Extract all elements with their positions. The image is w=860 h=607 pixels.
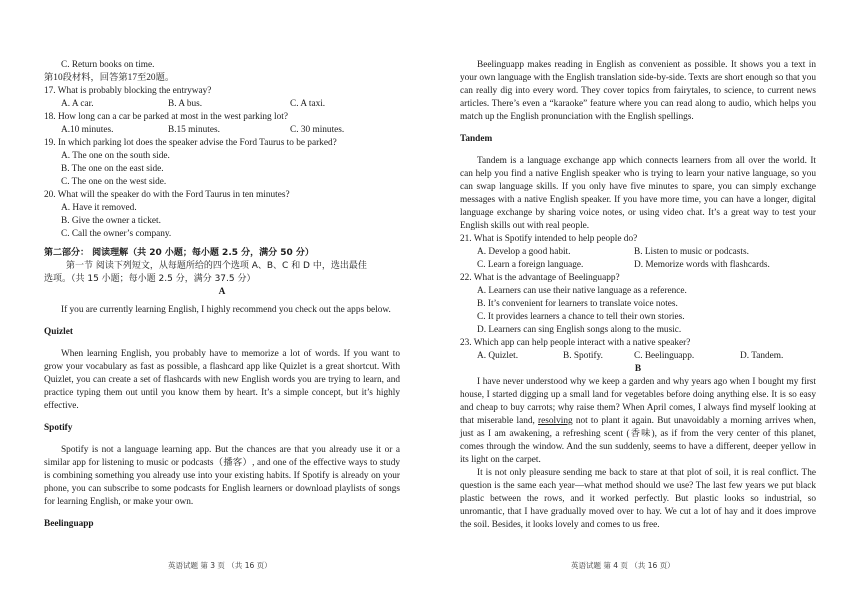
q23-options — [460, 350, 816, 363]
q21-options-row1 — [460, 246, 816, 259]
q18-option-b: B.15 minutes. — [168, 125, 220, 135]
q20-option-b: B. Give the owner a ticket. — [61, 216, 161, 226]
passage-b-paragraph-2: It is not only pleasure sending me back to stare at that plot of soil, it is real conflict. The question is the same each year—what method should we use? The last few years we put black plastic between the rows, and it worked perfectly. But plastic looks so industrial, so unromantic, that I have gradually moved over to hay. We cut a lot of hay and it does improve the soil. Besides, it looks lovely and comes to us free. — [460, 468, 816, 530]
q16-option-c: C. Return books on time. — [61, 60, 155, 70]
right-column — [460, 59, 816, 532]
q19-option-c: C. The one on the west side. — [61, 177, 167, 187]
q19-option-a: A. The one on the south side. — [61, 151, 170, 161]
q21-option-b: B. Listen to music or podcasts. — [634, 247, 749, 257]
material-10-instruction: 第10段材料，回答第17至20题。 — [44, 73, 175, 83]
passage-a-intro: If you are currently learning English, I highly recommend you check out the apps below. — [61, 305, 391, 315]
q21-option-c: C. Learn a foreign language. — [477, 260, 584, 270]
page-footer-left: 英语试题 第 3 页 （共 16 页） — [168, 561, 272, 570]
part2-heading: 第二部分： 阅读理解（共 20 小题；每小题 2.5 分，满分 50 分） — [44, 248, 314, 258]
q17-option-b: B. A bus. — [168, 99, 203, 109]
q22-option-b: B. It’s convenient for learners to translate voice notes. — [477, 299, 678, 309]
underlined-word-resolving: resolving — [538, 416, 573, 426]
left-column — [44, 59, 400, 540]
tandem-heading: Tandem — [460, 134, 493, 144]
q23-option-d: D. Tandem. — [740, 351, 784, 361]
q23-option-a: A. Quizlet. — [477, 351, 519, 361]
q18-option-a: A.10 minutes. — [61, 125, 114, 135]
spotify-paragraph: Spotify is not a language learning app. But the chances are that you already use it or a similar app for listening to music or podcasts（播客）, and one of the effective ways to study is combining something you already use into your existing habits. If Spotify is already on your phone, you can subscribe to some podcasts for English learners or download playlists of songs for learning English, or make your own. — [44, 445, 400, 507]
tandem-paragraph: Tandem is a language exchange app which connects learners from all over the world. It can help you find a native English speaker who is trying to learn your native language, so you can swap language skills. If you only have five minutes to spare, you can simply exchange messages with a native English speaker. If you have more time, you can have a longer, digital language exchange by sharing voice notes, or using video chat. It’s a great way to test your English skills out with real people. — [460, 156, 816, 231]
beelinguapp-paragraph: Beelinguapp makes reading in English as convenient as possible. It shows you a text in your own language with the English translation side-by-side. Texts are short enough so that you can really dig into every word. They cover topics from fairytales, to science, to current news articles. There’s even a “karaoke” feature where you can read along to audio, which helps you match up the English pronunciation with the English spellings. — [460, 60, 816, 122]
q21-option-d: D. Memorize words with flashcards. — [634, 260, 770, 270]
q18-options — [44, 124, 400, 137]
q21-option-a: A. Develop a good habit. — [477, 247, 571, 257]
q17-question: 17. What is probably blocking the entryway? — [44, 86, 212, 96]
quizlet-paragraph: When learning English, you probably have to memorize a lot of words. If you want to grow your vocabulary as fast as possible, a flashcard app like Quizlet is a great shortcut. With Quizlet, you can create a set of flashcards with new English words you are trying to learn, and practice typing them out until you know them by heart. It’s a simple concept, but it’s highly effective. — [44, 349, 400, 411]
q23-question: 23. Which app can help people interact with a native speaker? — [460, 338, 691, 348]
page-footer-right: 英语试题 第 4 页 （共 16 页） — [571, 561, 675, 570]
q21-question: 21. What is Spotify intended to help people do? — [460, 234, 638, 244]
q17-option-c: C. A taxi. — [290, 99, 326, 109]
passage-b-label: B — [634, 364, 642, 374]
q20-option-a: A. Have it removed. — [61, 203, 137, 213]
section1-instruction-line2: 选项。（共 15 小题；每小题 2.5 分，满分 37.5 分） — [44, 274, 256, 284]
q23-option-b: B. Spotify. — [563, 351, 603, 361]
q22-question: 22. What is the advantage of Beelinguapp? — [460, 273, 620, 283]
q18-option-c: C. 30 minutes. — [290, 125, 345, 135]
q19-question: 19. In which parking lot does the speaker advise the Ford Taurus to be parked? — [44, 138, 337, 148]
section1-instruction-line1: 第一节 阅读下列短文，从每题所给的四个选项 A、B、C 和 D 中，选出最佳 — [66, 261, 367, 271]
q20-option-c: C. Call the owner’s company. — [61, 229, 172, 239]
q22-option-d: D. Learners can sing English songs along to the music. — [477, 325, 682, 335]
q23-option-c: C. Beelinguapp. — [634, 351, 695, 361]
quizlet-heading: Quizlet — [44, 327, 73, 337]
passage-b-p1-before: I have never understood why we keep a garden and why years ago when I bought my first house, I started digging up a small land for vegetables before doing anything else. It is so easy and cheap to buy carrots; why raise them? When April comes, I always find myself looking at that miserable land, — [460, 377, 816, 426]
q20-question: 20. What will the speaker do with the Ford Taurus in ten minutes? — [44, 190, 290, 200]
q21-options-row2 — [460, 259, 816, 272]
q18-question: 18. How long can a car be parked at most in the west parking lot? — [44, 112, 288, 122]
q22-option-a: A. Learners can use their native language as a reference. — [477, 286, 687, 296]
beelinguapp-heading: Beelinguapp — [44, 519, 94, 529]
q17-option-a: A. A car. — [61, 99, 94, 109]
passage-b-paragraph-1 — [460, 376, 816, 467]
passage-a-label: A — [218, 287, 226, 297]
spotify-heading: Spotify — [44, 423, 73, 433]
q19-option-b: B. The one on the east side. — [61, 164, 164, 174]
q17-options — [44, 98, 400, 111]
q22-option-c: C. It provides learners a chance to tell their own stories. — [477, 312, 685, 322]
passage-b-p1-after: not to plant it again. But unavoidably a morning arrives when, just as I am awakening, a refreshing scent (香味), as if from the very center of this planet, comes through the window. And the sun suddenly, seems to have a different, deeper yellow in its light on the carpet. — [460, 416, 816, 465]
